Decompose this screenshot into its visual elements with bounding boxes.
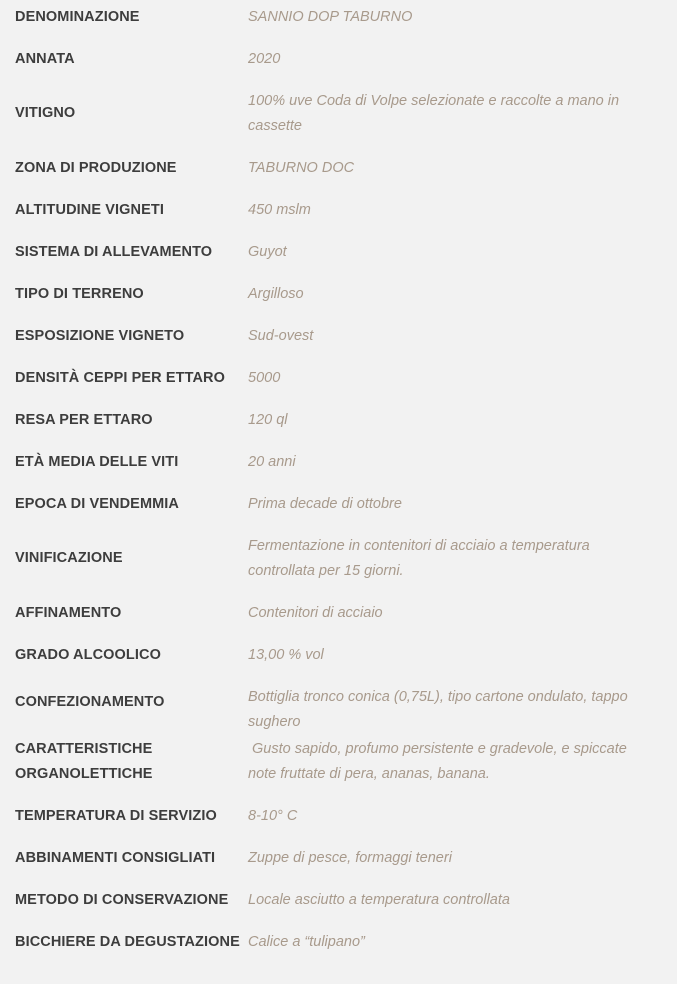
spec-label: VITIGNO <box>15 105 76 121</box>
spec-label: DENOMINAZIONE <box>15 9 140 25</box>
spec-value: Prima decade di ottobre <box>248 496 402 512</box>
spec-label: SISTEMA DI ALLEVAMENTO <box>15 244 213 260</box>
spec-label: RESA PER ETTARO <box>15 412 153 428</box>
spec-value: 450 mslm <box>248 202 311 218</box>
spec-label: ESPOSIZIONE VIGNETO <box>15 328 185 344</box>
spec-label: ZONA DI PRODUZIONE <box>15 160 177 176</box>
spec-value: Guyot <box>248 244 287 260</box>
spec-value: Zuppe di pesce, formaggi teneri <box>248 850 452 866</box>
spec-value: Contenitori di acciaio <box>248 605 383 621</box>
spec-label: CONFEZIONAMENTO <box>15 694 165 710</box>
spec-value: Gusto sapido, profumo persistente e gradevole, e spiccate note fruttate di pera, ananas, banana. <box>248 741 631 782</box>
spec-value: Calice a “tulipano” <box>248 934 365 950</box>
spec-value: 120 ql <box>248 412 288 428</box>
spec-value: 100% uve Coda di Volpe selezionate e raccolte a mano in cassette <box>248 93 620 134</box>
spec-label: DENSITÀ CEPPI PER ETTARO <box>15 370 225 386</box>
spec-value: 5000 <box>248 370 281 386</box>
spec-value: Locale asciutto a temperatura controllata <box>248 892 510 908</box>
spec-label: BICCHIERE DA DEGUSTAZIONE <box>15 934 240 950</box>
spec-label: EPOCA DI VENDEMMIA <box>15 496 179 512</box>
spec-label: TIPO DI TERRENO <box>15 286 144 302</box>
spec-label: VINIFICAZIONE <box>15 550 123 566</box>
spec-label: ALTITUDINE VIGNETI <box>15 202 164 218</box>
spec-label: METODO DI CONSERVAZIONE <box>15 892 229 908</box>
spec-label: CARATTERISTICHE ORGANOLETTICHE <box>15 741 153 782</box>
spec-label: ANNATA <box>15 51 75 67</box>
spec-value: TABURNO DOC <box>248 160 355 176</box>
spec-value: Bottiglia tronco conica (0,75L), tipo cartone ondulato, tappo sughero <box>248 689 628 730</box>
spec-label: AFFINAMENTO <box>15 605 122 621</box>
spec-value: Argilloso <box>248 286 304 302</box>
spec-value: 13,00 % vol <box>248 647 324 663</box>
spec-value: Sud-ovest <box>248 328 314 344</box>
spec-value: 2020 <box>248 51 281 67</box>
spec-value: Fermentazione in contenitori di acciaio a temperatura controllata per 15 giorni. <box>248 538 590 579</box>
spec-label: ETÀ MEDIA DELLE VITI <box>15 454 179 470</box>
spec-label: ABBINAMENTI CONSIGLIATI <box>15 850 216 866</box>
spec-label: GRADO ALCOOLICO <box>15 647 161 663</box>
spec-value: 8-10° C <box>248 808 298 824</box>
spec-value: 20 anni <box>248 454 296 470</box>
spec-label: TEMPERATURA DI SERVIZIO <box>15 808 217 824</box>
spec-value: SANNIO DOP TABURNO <box>248 9 413 25</box>
